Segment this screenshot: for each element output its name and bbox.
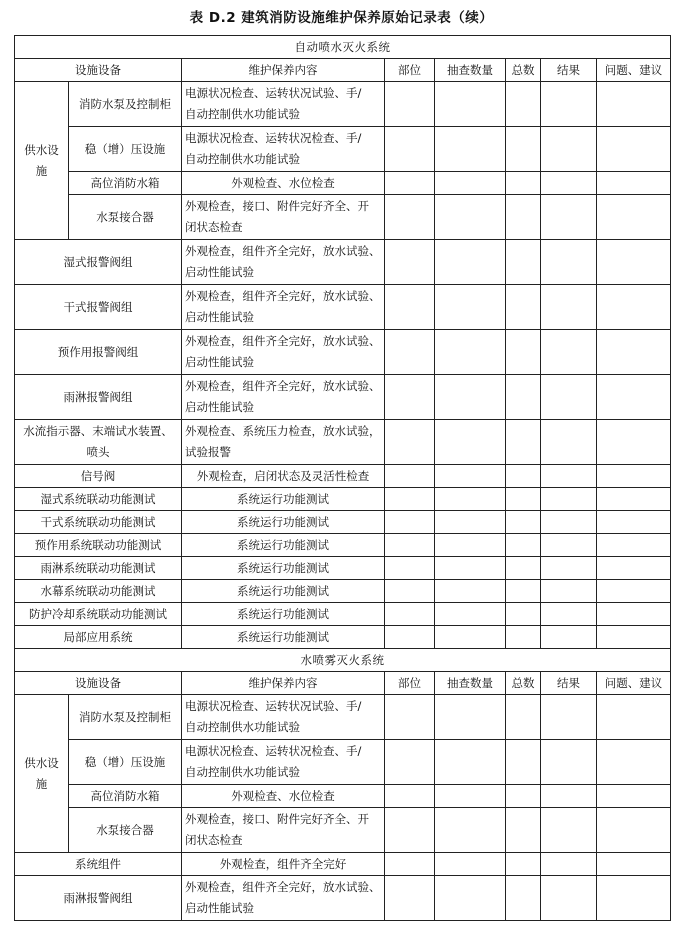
location-cell [385,603,435,626]
location-cell [385,853,435,876]
table-row [15,603,671,626]
cell-text-line: 电源状况检查、运转状况检查、手/ [185,131,362,145]
sample-qty-cell [435,785,506,808]
issues-cell [597,511,671,534]
location-cell [385,488,435,511]
result-cell [541,740,597,785]
total-cell [506,626,541,649]
cell-text-line: 电源状况检查、运转状况检查、手/ [185,744,362,758]
cell-text-line: 自动控制供水功能试验 [185,720,300,734]
issues-cell [597,557,671,580]
cell-text-line: 系统运行功能测试 [237,491,329,506]
header-result: 结果 [541,672,597,695]
location-cell [385,127,435,172]
result-cell [541,580,597,603]
device-cell: 预作用系统联动功能测试 [15,534,182,557]
content-cell [182,82,385,127]
cell-text-line: 外观检查，组件齐全完好 [219,856,347,871]
device-cell: 湿式报警阀组 [15,240,182,285]
device-cell: 消防水泵及控制柜 [69,695,182,740]
content-cell [182,420,385,465]
sample-qty-cell [435,534,506,557]
sample-qty-cell [435,195,506,240]
table-row [15,240,671,285]
cell-text-line: 喷头 [86,445,110,459]
result-cell [541,603,597,626]
result-cell [541,785,597,808]
content-cell [182,285,385,330]
location-cell [385,534,435,557]
cell-text-line: 系统运行功能测试 [237,560,329,575]
sample-qty-cell [435,127,506,172]
sample-qty-cell [435,82,506,127]
header-result: 结果 [541,59,597,82]
content-cell [182,580,385,603]
result-cell [541,172,597,195]
issues-cell [597,420,671,465]
content-cell [182,375,385,420]
cell-text-line: 系统运行功能测试 [237,606,329,621]
group-label [15,82,69,240]
issues-cell [597,603,671,626]
header-row [15,59,671,82]
cell-text-line: 外观检查，组件齐全完好，放水试验、 [185,244,381,258]
location-cell [385,876,435,921]
total-cell [506,808,541,853]
cell-text-line: 系统运行功能测试 [237,514,329,529]
cell-text-line: 外观检查、水位检查 [231,175,335,190]
table-row [15,195,671,240]
result-cell [541,375,597,420]
location-cell [385,330,435,375]
table-row [15,534,671,557]
cell-text-line: 系统运行功能测试 [237,537,329,552]
sample-qty-cell [435,853,506,876]
issues-cell [597,465,671,488]
device-cell: 干式系统联动功能测试 [15,511,182,534]
cell-text-line: 外观检查，组件齐全完好，放水试验、 [185,289,381,303]
result-cell [541,195,597,240]
cell-text-line: 外观检查，组件齐全完好，放水试验、 [185,880,381,894]
device-cell: 高位消防水箱 [69,785,182,808]
result-cell [541,240,597,285]
header-total: 总数 [506,59,541,82]
sample-qty-cell [435,580,506,603]
location-cell [385,240,435,285]
page-title: 表 D.2 建筑消防设施维护保养原始记录表（续） [189,10,494,26]
issues-cell [597,740,671,785]
table-row [15,808,671,853]
header-content: 维护保养内容 [182,59,385,82]
content-cell [182,488,385,511]
cell-text-line: 启动性能试验 [185,310,254,324]
device-cell [15,420,182,465]
header-sample-qty: 抽查数量 [435,672,506,695]
device-cell: 稳（增）压设施 [69,740,182,785]
group-label-line: 施 [35,776,48,791]
issues-cell [597,195,671,240]
sample-qty-cell [435,488,506,511]
result-cell [541,465,597,488]
device-cell: 防护冷却系统联动功能测试 [15,603,182,626]
table-row [15,420,671,465]
sample-qty-cell [435,420,506,465]
issues-cell [597,695,671,740]
total-cell [506,580,541,603]
total-cell [506,740,541,785]
total-cell [506,375,541,420]
result-cell [541,511,597,534]
cell-text-line: 电源状况检查、运转状况试验、手/ [185,86,362,100]
total-cell [506,82,541,127]
cell-text-line: 系统运行功能测试 [237,629,329,644]
table-row [15,557,671,580]
content-cell [182,172,385,195]
content-cell [182,557,385,580]
result-cell [541,127,597,172]
total-cell [506,603,541,626]
location-cell [385,285,435,330]
result-cell [541,330,597,375]
location-cell [385,420,435,465]
table-row [15,580,671,603]
table-row [15,626,671,649]
cell-text-line: 外观检查，组件齐全完好，放水试验、 [185,379,381,393]
issues-cell [597,626,671,649]
table-row [15,740,671,785]
device-cell: 高位消防水箱 [69,172,182,195]
table-row [15,853,671,876]
device-cell: 消防水泵及控制柜 [69,82,182,127]
location-cell [385,580,435,603]
total-cell [506,195,541,240]
location-cell [385,695,435,740]
header-issues: 问题、建议 [597,672,671,695]
cell-text-line: 启动性能试验 [185,901,254,915]
content-cell [182,626,385,649]
content-cell [182,876,385,921]
content-cell [182,511,385,534]
result-cell [541,82,597,127]
issues-cell [597,82,671,127]
total-cell [506,172,541,195]
location-cell [385,172,435,195]
location-cell [385,785,435,808]
cell-text-line: 外观检查，接口、附件完好齐全、开 [185,199,369,213]
sample-qty-cell [435,876,506,921]
cell-text-line: 闭状态检查 [185,220,243,234]
total-cell [506,285,541,330]
device-cell: 湿式系统联动功能测试 [15,488,182,511]
issues-cell [597,330,671,375]
cell-text-line: 自动控制供水功能试验 [185,152,300,166]
table-row [15,375,671,420]
sample-qty-cell [435,603,506,626]
group-label-line: 供水设 [24,755,59,770]
issues-cell [597,375,671,420]
location-cell [385,740,435,785]
cell-text-line: 闭状态检查 [185,833,243,847]
device-cell: 局部应用系统 [15,626,182,649]
header-content: 维护保养内容 [182,672,385,695]
cell-text-line: 启动性能试验 [185,400,254,414]
total-cell [506,127,541,172]
content-cell [182,695,385,740]
issues-cell [597,488,671,511]
device-cell: 水幕系统联动功能测试 [15,580,182,603]
sample-qty-cell [435,557,506,580]
result-cell [541,488,597,511]
device-cell: 雨淋系统联动功能测试 [15,557,182,580]
location-cell [385,557,435,580]
device-cell: 水泵接合器 [69,195,182,240]
total-cell [506,465,541,488]
location-cell [385,465,435,488]
content-cell [182,127,385,172]
sample-qty-cell [435,172,506,195]
sample-qty-cell [435,375,506,420]
content-cell [182,740,385,785]
sample-qty-cell [435,465,506,488]
header-location: 部位 [385,672,435,695]
sample-qty-cell [435,695,506,740]
device-cell: 系统组件 [15,853,182,876]
total-cell [506,511,541,534]
location-cell [385,195,435,240]
device-cell: 水泵接合器 [69,808,182,853]
content-cell [182,808,385,853]
content-cell [182,240,385,285]
total-cell [506,785,541,808]
cell-text-line: 电源状况检查、运转状况试验、手/ [185,699,362,713]
issues-cell [597,853,671,876]
table-row [15,330,671,375]
result-cell [541,876,597,921]
content-cell [182,853,385,876]
section-title: 水喷雾灭火系统 [15,649,671,672]
content-cell [182,534,385,557]
result-cell [541,534,597,557]
table-row [15,285,671,330]
sample-qty-cell [435,740,506,785]
location-cell [385,626,435,649]
total-cell [506,695,541,740]
sample-qty-cell [435,808,506,853]
total-cell [506,853,541,876]
table-row [15,785,671,808]
issues-cell [597,580,671,603]
device-cell: 雨淋报警阀组 [15,876,182,921]
table-row [15,172,671,195]
section-title: 自动喷水灭火系统 [15,36,671,59]
content-cell [182,195,385,240]
result-cell [541,808,597,853]
table-row [15,488,671,511]
content-cell [182,603,385,626]
group-label-line: 施 [35,163,48,178]
header-device: 设施设备 [15,672,182,695]
total-cell [506,534,541,557]
content-cell [182,465,385,488]
content-cell [182,330,385,375]
header-device: 设施设备 [15,59,182,82]
device-cell: 信号阀 [15,465,182,488]
total-cell [506,330,541,375]
cell-text-line: 水流指示器、末端试水装置、 [23,424,173,438]
cell-text-line: 系统运行功能测试 [237,583,329,598]
result-cell [541,557,597,580]
section-title-row [15,649,671,672]
device-cell: 预作用报警阀组 [15,330,182,375]
table-row [15,876,671,921]
cell-text-line: 启动性能试验 [185,355,254,369]
section-title-row [15,36,671,59]
cell-text-line: 外观检查，组件齐全完好，放水试验、 [185,334,381,348]
cell-text-line: 外观检查，启闭状态及灵活性检查 [196,468,370,483]
device-cell: 干式报警阀组 [15,285,182,330]
sample-qty-cell [435,626,506,649]
total-cell [506,557,541,580]
issues-cell [597,808,671,853]
sample-qty-cell [435,240,506,285]
result-cell [541,626,597,649]
table-row [15,511,671,534]
cell-text-line: 启动性能试验 [185,265,254,279]
result-cell [541,420,597,465]
issues-cell [597,534,671,557]
location-cell [385,375,435,420]
table-row [15,695,671,740]
cell-text-line: 外观检查、系统压力检查，放水试验， [185,424,381,438]
device-cell: 雨淋报警阀组 [15,375,182,420]
result-cell [541,285,597,330]
issues-cell [597,127,671,172]
device-cell: 稳（增）压设施 [69,127,182,172]
header-sample-qty: 抽查数量 [435,59,506,82]
sample-qty-cell [435,285,506,330]
issues-cell [597,285,671,330]
result-cell [541,695,597,740]
table-row [15,82,671,127]
group-label [15,695,69,853]
cell-text-line: 自动控制供水功能试验 [185,107,300,121]
header-issues: 问题、建议 [597,59,671,82]
cell-text-line: 自动控制供水功能试验 [185,765,300,779]
header-location: 部位 [385,59,435,82]
table-row [15,465,671,488]
maintenance-record-table [14,35,671,921]
issues-cell [597,876,671,921]
group-label-line: 供水设 [24,142,59,157]
total-cell [506,488,541,511]
issues-cell [597,785,671,808]
issues-cell [597,240,671,285]
total-cell [506,240,541,285]
cell-text-line: 试验报警 [185,445,231,459]
header-total: 总数 [506,672,541,695]
location-cell [385,808,435,853]
location-cell [385,511,435,534]
header-row [15,672,671,695]
result-cell [541,853,597,876]
table-row [15,127,671,172]
content-cell [182,785,385,808]
cell-text-line: 外观检查，接口、附件完好齐全、开 [185,812,369,826]
cell-text-line: 外观检查、水位检查 [231,788,335,803]
location-cell [385,82,435,127]
total-cell [506,420,541,465]
sample-qty-cell [435,330,506,375]
issues-cell [597,172,671,195]
sample-qty-cell [435,511,506,534]
total-cell [506,876,541,921]
